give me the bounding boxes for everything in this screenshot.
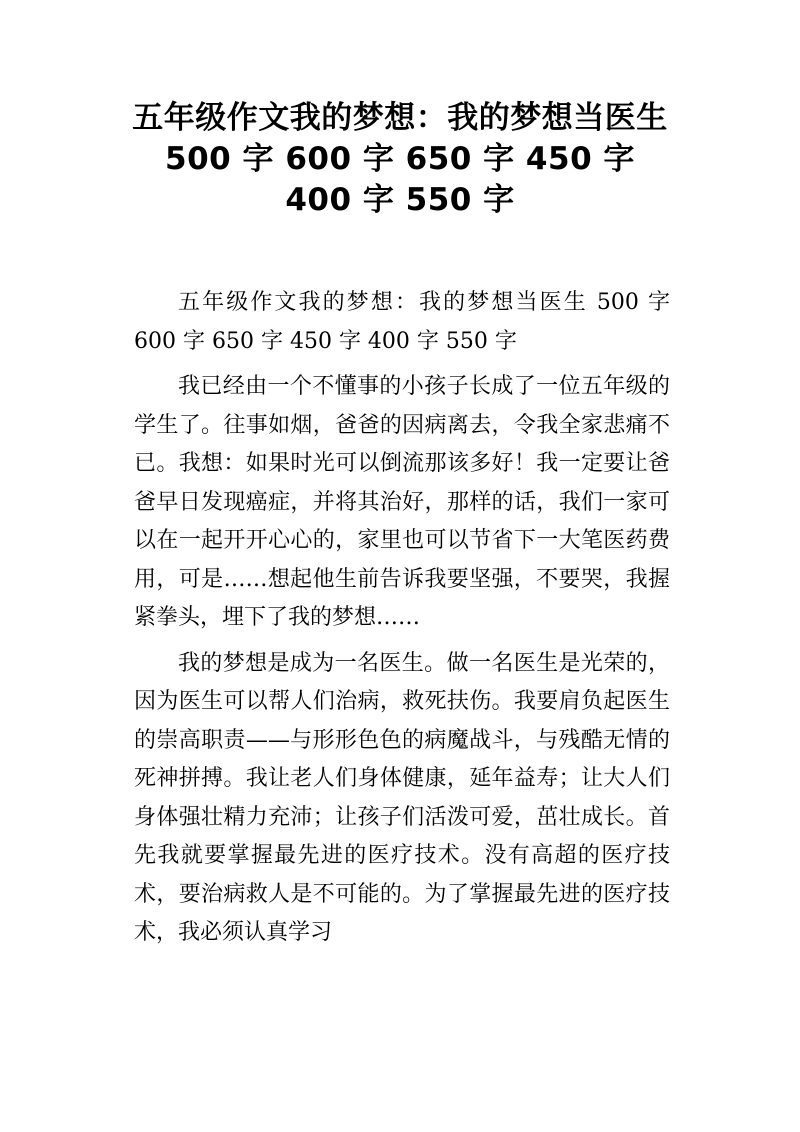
document-body: [134, 284, 670, 960]
paragraph-heading-repeat: 五年级作文我的梦想：我的梦想当医生 500 字 600 字 650 字 450 字 400 字 550 字: [134, 290, 670, 354]
document-title: 五年级作文我的梦想：我的梦想当医生 500 字 600 字 650 字 450 字 400 字 550 字: [132, 100, 668, 218]
paragraph-dream: 我的梦想是成为一名医生。做一名医生是光荣的，因为医生可以帮人们治病，救死扶伤。我要肩负起医生的崇高职责——与形形色色的病魔战斗，与残酷无情的死神拼搏。我让老人们身体健康，延年益寿；让大人们身体强壮精力充沛；让孩子们活泼可爱，茁壮成长。首先我就要掌握最先进的医疗技术。没有高超的医疗技术，要治病救人是不可能的。为了掌握最先进的医疗技术，我必须认真学习: [134, 650, 670, 945]
paragraph-memory: 我已经由一个不懂事的小孩子长成了一位五年级的学生了。往事如烟，爸爸的因病离去，令我全家悲痛不已。我想：如果时光可以倒流那该多好！我一定要让爸爸早日发现癌症，并将其治好，那样的话，我们一家可以在一起开开心心的，家里也可以节省下一大笔医药费用，可是……想起他生前告诉我要坚强，不要哭，我握紧拳头，埋下了我的梦想……: [134, 374, 670, 630]
